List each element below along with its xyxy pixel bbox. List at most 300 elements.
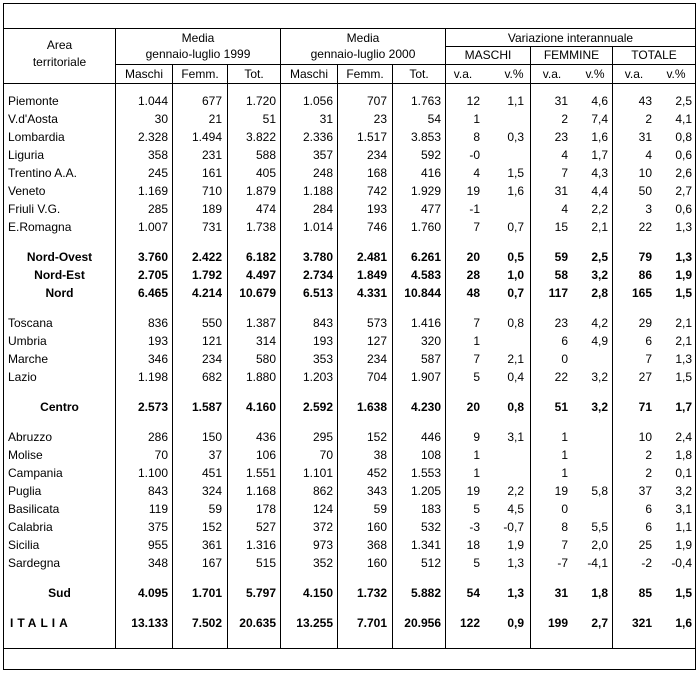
cell-totale-va: 43 bbox=[638, 94, 652, 108]
cell-totale-va: 6 bbox=[645, 520, 652, 534]
cell-f99: 710 bbox=[201, 184, 222, 198]
cell-f00: 160 bbox=[366, 520, 387, 534]
cell-f99: 161 bbox=[201, 166, 222, 180]
cell-femmine-pct: 2,1 bbox=[591, 220, 608, 234]
cell-f00: 234 bbox=[366, 352, 387, 366]
cell-totale-va: 31 bbox=[638, 130, 652, 144]
cell-f00: 7.701 bbox=[356, 616, 387, 630]
cell-femmine-pct: 4,2 bbox=[591, 316, 608, 330]
cell-f99: 7.502 bbox=[191, 616, 222, 630]
cell-maschi-va: 5 bbox=[473, 502, 480, 516]
totale-group-header: TOTALE bbox=[631, 48, 677, 62]
column-rule-0 bbox=[115, 28, 116, 648]
cell-t99: 1.720 bbox=[245, 94, 276, 108]
cell-femmine-va: 1 bbox=[561, 430, 568, 444]
cell-totale-va: 2 bbox=[645, 448, 652, 462]
header-top-rule bbox=[4, 28, 695, 29]
cell-t00: 6.261 bbox=[410, 250, 441, 264]
cell-maschi-pct: -0,7 bbox=[503, 520, 524, 534]
cell-f99: 1.587 bbox=[191, 400, 222, 414]
row-label: Nord bbox=[45, 286, 74, 300]
cell-maschi-va: 7 bbox=[473, 220, 480, 234]
cell-m00: 372 bbox=[312, 520, 333, 534]
cell-totale-va: 6 bbox=[645, 334, 652, 348]
cell-f99: 150 bbox=[201, 430, 222, 444]
cell-m00: 1.101 bbox=[302, 466, 333, 480]
cell-maschi-pct: 1,9 bbox=[507, 538, 524, 552]
cell-t00: 1.205 bbox=[410, 484, 441, 498]
cell-totale-va: 3 bbox=[645, 202, 652, 216]
cell-t99: 1.880 bbox=[245, 370, 276, 384]
cell-t99: 588 bbox=[255, 148, 276, 162]
cell-f99: 189 bbox=[201, 202, 222, 216]
cell-totale-va: 86 bbox=[638, 268, 652, 282]
cell-maschi-va: 1 bbox=[473, 466, 480, 480]
cell-m99: 4.095 bbox=[137, 586, 168, 600]
cell-totale-pct: 1,5 bbox=[675, 586, 692, 600]
cell-totale-va: 71 bbox=[638, 400, 652, 414]
cell-t99: 10.679 bbox=[239, 286, 276, 300]
col-header-femm: Femm. bbox=[346, 67, 384, 81]
cell-f00: 1.849 bbox=[356, 268, 387, 282]
cell-t99: 5.797 bbox=[245, 586, 276, 600]
cell-totale-pct: 2,1 bbox=[675, 316, 692, 330]
cell-f00: 2.481 bbox=[356, 250, 387, 264]
row-label: Sud bbox=[48, 586, 71, 600]
cell-femmine-va: 117 bbox=[548, 286, 568, 300]
cell-maschi-va: -1 bbox=[469, 202, 480, 216]
col-header-maschi: Maschi bbox=[289, 67, 328, 81]
cell-maschi-pct: 1,3 bbox=[507, 556, 524, 570]
cell-f99: 2.422 bbox=[191, 250, 222, 264]
cell-m00: 295 bbox=[312, 430, 333, 444]
cell-femmine-pct: 1,8 bbox=[591, 586, 608, 600]
cell-f00: 707 bbox=[366, 94, 387, 108]
cell-femmine-va: 23 bbox=[554, 316, 568, 330]
cell-f99: 4.214 bbox=[191, 286, 222, 300]
row-label: Basilicata bbox=[8, 502, 60, 516]
cell-t99: 1.879 bbox=[245, 184, 276, 198]
cell-totale-pct: 1,9 bbox=[675, 268, 692, 282]
cell-totale-pct: 1,3 bbox=[675, 220, 692, 234]
cell-maschi-va: 1 bbox=[473, 334, 480, 348]
cell-f00: 573 bbox=[366, 316, 387, 330]
cell-m00: 843 bbox=[312, 316, 333, 330]
cell-femmine-va: 31 bbox=[554, 184, 568, 198]
cell-maschi-va: -0 bbox=[469, 148, 480, 162]
cell-maschi-pct: 1,1 bbox=[507, 94, 524, 108]
cell-f99: 1.494 bbox=[191, 130, 222, 144]
cell-maschi-pct: 0,8 bbox=[507, 400, 524, 414]
cell-t99: 3.822 bbox=[245, 130, 276, 144]
col-header-v-abs: v.a. bbox=[453, 67, 473, 81]
row-label: Centro bbox=[40, 400, 79, 414]
cell-femmine-va: -7 bbox=[557, 556, 568, 570]
cell-maschi-va: 5 bbox=[473, 556, 480, 570]
cell-m99: 6.465 bbox=[137, 286, 168, 300]
row-label: ITALIA bbox=[10, 616, 72, 630]
cell-totale-pct: 2,1 bbox=[675, 334, 692, 348]
cell-femmine-va: 0 bbox=[561, 502, 568, 516]
cell-m99: 119 bbox=[148, 502, 168, 516]
cell-totale-pct: 1,8 bbox=[675, 448, 692, 462]
maschi-group-header: MASCHI bbox=[464, 48, 512, 62]
cell-t99: 178 bbox=[255, 502, 276, 516]
cell-f99: 167 bbox=[201, 556, 222, 570]
cell-totale-va: 4 bbox=[645, 148, 652, 162]
cell-maschi-va: 1 bbox=[473, 112, 480, 126]
cell-f00: 4.331 bbox=[356, 286, 387, 300]
cell-femmine-va: 1 bbox=[561, 448, 568, 462]
cell-m99: 70 bbox=[154, 448, 168, 462]
cell-totale-pct: 1,3 bbox=[675, 250, 692, 264]
variation-header: Variazione interannuale bbox=[507, 31, 634, 45]
row-label: Lombardia bbox=[8, 130, 65, 144]
cell-m99: 286 bbox=[147, 430, 168, 444]
row-label: Trentino A.A. bbox=[8, 166, 77, 180]
cell-maschi-va: 18 bbox=[466, 538, 480, 552]
cell-f99: 37 bbox=[208, 448, 222, 462]
cell-f99: 1.701 bbox=[191, 586, 222, 600]
row-label: E.Romagna bbox=[8, 220, 72, 234]
cell-t99: 474 bbox=[255, 202, 276, 216]
row-label: Umbria bbox=[8, 334, 47, 348]
cell-femmine-va: 4 bbox=[561, 202, 568, 216]
cell-totale-va: 10 bbox=[638, 430, 652, 444]
cell-maschi-va: -3 bbox=[469, 520, 480, 534]
row-label: Veneto bbox=[8, 184, 46, 198]
cell-totale-pct: 0,6 bbox=[675, 148, 692, 162]
cell-femmine-va: 4 bbox=[561, 148, 568, 162]
cell-m00: 353 bbox=[312, 352, 333, 366]
cell-f99: 550 bbox=[201, 316, 222, 330]
cell-f99: 682 bbox=[201, 370, 222, 384]
cell-totale-pct: 1,5 bbox=[675, 286, 692, 300]
cell-m00: 284 bbox=[312, 202, 333, 216]
cell-t00: 10.844 bbox=[404, 286, 441, 300]
cell-maschi-va: 122 bbox=[459, 616, 480, 630]
cell-m99: 348 bbox=[147, 556, 168, 570]
cell-femmine-va: 23 bbox=[554, 130, 568, 144]
cell-totale-va: 2 bbox=[645, 112, 652, 126]
period2-header-line1: Media bbox=[346, 31, 380, 45]
col-header-v-abs: v.a. bbox=[542, 67, 562, 81]
cell-m99: 836 bbox=[147, 316, 168, 330]
cell-m99: 2.573 bbox=[137, 400, 168, 414]
cell-femmine-pct: 7,4 bbox=[591, 112, 608, 126]
cell-t00: 416 bbox=[420, 166, 441, 180]
cell-totale-pct: 2,6 bbox=[675, 166, 692, 180]
cell-femmine-va: 2 bbox=[561, 112, 568, 126]
cell-m00: 357 bbox=[312, 148, 333, 162]
row-label: Puglia bbox=[8, 484, 42, 498]
cell-totale-pct: 1,1 bbox=[675, 520, 692, 534]
cell-femmine-va: 0 bbox=[561, 352, 568, 366]
cell-t99: 1.316 bbox=[245, 538, 276, 552]
cell-t00: 512 bbox=[420, 556, 441, 570]
cell-t00: 446 bbox=[420, 430, 441, 444]
area-header-line1: Area bbox=[46, 38, 73, 52]
cell-maschi-pct: 0,9 bbox=[507, 616, 524, 630]
cell-femmine-pct: 3,2 bbox=[591, 268, 608, 282]
cell-femmine-va: 22 bbox=[554, 370, 568, 384]
cell-maschi-pct: 2,2 bbox=[507, 484, 524, 498]
cell-f00: 234 bbox=[366, 148, 387, 162]
cell-f99: 1.792 bbox=[191, 268, 222, 282]
cell-f00: 152 bbox=[366, 430, 387, 444]
cell-totale-pct: 4,1 bbox=[675, 112, 692, 126]
cell-femmine-va: 15 bbox=[554, 220, 568, 234]
cell-f99: 677 bbox=[201, 94, 222, 108]
cell-m99: 346 bbox=[147, 352, 168, 366]
subheader-rule bbox=[115, 64, 695, 65]
cell-maschi-pct: 0,4 bbox=[507, 370, 524, 384]
cell-maschi-pct: 3,1 bbox=[507, 430, 524, 444]
cell-m00: 1.188 bbox=[302, 184, 333, 198]
cell-t00: 5.882 bbox=[410, 586, 441, 600]
cell-totale-pct: 2,4 bbox=[675, 430, 692, 444]
cell-femmine-va: 19 bbox=[554, 484, 568, 498]
cell-totale-va: 85 bbox=[638, 586, 652, 600]
cell-totale-pct: 1,7 bbox=[675, 400, 692, 414]
cell-femmine-pct: 5,5 bbox=[591, 520, 608, 534]
cell-femmine-pct: 5,8 bbox=[591, 484, 608, 498]
cell-maschi-va: 54 bbox=[466, 586, 480, 600]
cell-m99: 2.328 bbox=[137, 130, 168, 144]
cell-m99: 245 bbox=[147, 166, 168, 180]
cell-femmine-pct: 1,7 bbox=[591, 148, 608, 162]
cell-m99: 375 bbox=[147, 520, 168, 534]
cell-totale-pct: 0,1 bbox=[675, 466, 692, 480]
cell-totale-pct: 1,6 bbox=[675, 616, 692, 630]
cell-m00: 1.056 bbox=[302, 94, 333, 108]
cell-f00: 160 bbox=[366, 556, 387, 570]
cell-m99: 358 bbox=[147, 148, 168, 162]
cell-f00: 746 bbox=[366, 220, 387, 234]
cell-totale-va: 79 bbox=[638, 250, 652, 264]
cell-femmine-va: 1 bbox=[561, 466, 568, 480]
row-label: Piemonte bbox=[8, 94, 59, 108]
cell-t00: 54 bbox=[427, 112, 441, 126]
cell-femmine-pct: -4,1 bbox=[587, 556, 608, 570]
cell-totale-va: 25 bbox=[638, 538, 652, 552]
cell-t99: 1.551 bbox=[245, 466, 276, 480]
cell-f00: 742 bbox=[366, 184, 387, 198]
cell-maschi-pct: 0,7 bbox=[507, 286, 524, 300]
cell-femmine-pct: 2,0 bbox=[591, 538, 608, 552]
cell-f99: 59 bbox=[208, 502, 222, 516]
cell-totale-pct: 0,6 bbox=[675, 202, 692, 216]
header-bottom-rule bbox=[4, 83, 695, 84]
cell-t99: 527 bbox=[255, 520, 276, 534]
cell-maschi-pct: 1,6 bbox=[507, 184, 524, 198]
col-header-v-pct: v.% bbox=[666, 67, 686, 81]
cell-totale-pct: 2,5 bbox=[675, 94, 692, 108]
cell-maschi-pct: 0,5 bbox=[507, 250, 524, 264]
cell-t00: 1.763 bbox=[410, 94, 441, 108]
cell-femmine-va: 199 bbox=[547, 616, 568, 630]
cell-femmine-va: 8 bbox=[561, 520, 568, 534]
cell-maschi-va: 9 bbox=[473, 430, 480, 444]
cell-m00: 862 bbox=[312, 484, 333, 498]
cell-m00: 1.014 bbox=[302, 220, 333, 234]
cell-femmine-va: 51 bbox=[554, 400, 568, 414]
cell-maschi-va: 19 bbox=[466, 184, 480, 198]
area-header-line2: territoriale bbox=[32, 55, 87, 69]
cell-t99: 51 bbox=[262, 112, 276, 126]
cell-totale-pct: 1,5 bbox=[675, 370, 692, 384]
row-label: V.d'Aosta bbox=[8, 112, 58, 126]
cell-maschi-pct: 1,3 bbox=[507, 586, 524, 600]
cell-femmine-pct: 2,7 bbox=[591, 616, 608, 630]
femmine-group-header: FEMMINE bbox=[543, 48, 600, 62]
cell-maschi-va: 8 bbox=[473, 130, 480, 144]
cell-femmine-va: 58 bbox=[554, 268, 568, 282]
cell-femmine-pct: 4,4 bbox=[591, 184, 608, 198]
cell-femmine-va: 59 bbox=[554, 250, 568, 264]
cell-femmine-va: 31 bbox=[554, 94, 568, 108]
cell-t00: 477 bbox=[420, 202, 441, 216]
cell-m99: 955 bbox=[147, 538, 168, 552]
cell-totale-va: -2 bbox=[641, 556, 652, 570]
cell-f99: 21 bbox=[208, 112, 222, 126]
cell-femmine-pct: 4,9 bbox=[591, 334, 608, 348]
cell-maschi-pct: 0,7 bbox=[507, 220, 524, 234]
cell-f00: 1.638 bbox=[356, 400, 387, 414]
cell-f00: 1.732 bbox=[356, 586, 387, 600]
cell-maschi-va: 7 bbox=[473, 352, 480, 366]
row-label: Lazio bbox=[8, 370, 37, 384]
cell-m00: 31 bbox=[319, 112, 333, 126]
cell-f00: 23 bbox=[373, 112, 387, 126]
col-header-tot: Tot. bbox=[244, 67, 264, 81]
cell-m99: 1.198 bbox=[137, 370, 168, 384]
cell-totale-va: 22 bbox=[638, 220, 652, 234]
cell-f00: 343 bbox=[366, 484, 387, 498]
cell-f99: 121 bbox=[201, 334, 222, 348]
row-label: Calabria bbox=[8, 520, 53, 534]
cell-t99: 436 bbox=[255, 430, 276, 444]
cell-maschi-pct: 0,8 bbox=[507, 316, 524, 330]
col-header-v-pct: v.% bbox=[504, 67, 524, 81]
table-bottom-rule bbox=[4, 648, 695, 649]
row-label: Abruzzo bbox=[8, 430, 53, 444]
cell-t00: 1.907 bbox=[410, 370, 441, 384]
col-header-v-abs: v.a. bbox=[624, 67, 644, 81]
cell-totale-pct: 0,8 bbox=[675, 130, 692, 144]
cell-totale-va: 10 bbox=[638, 166, 652, 180]
cell-totale-va: 27 bbox=[638, 370, 652, 384]
cell-f00: 127 bbox=[366, 334, 387, 348]
cell-maschi-pct: 1,0 bbox=[507, 268, 524, 282]
period2-header-line2: gennaio-luglio 2000 bbox=[310, 47, 416, 61]
cell-t99: 580 bbox=[255, 352, 276, 366]
cell-femmine-pct: 3,2 bbox=[591, 370, 608, 384]
cell-m00: 3.780 bbox=[302, 250, 333, 264]
cell-femmine-pct: 2,2 bbox=[591, 202, 608, 216]
period1-header-line2: gennaio-luglio 1999 bbox=[145, 47, 251, 61]
cell-f00: 368 bbox=[366, 538, 387, 552]
cell-t99: 314 bbox=[255, 334, 276, 348]
period1-header-line1: Media bbox=[181, 31, 215, 45]
cell-totale-va: 165 bbox=[631, 286, 652, 300]
cell-m00: 4.150 bbox=[302, 586, 333, 600]
cell-maschi-va: 5 bbox=[473, 370, 480, 384]
cell-t00: 1.341 bbox=[410, 538, 441, 552]
cell-t00: 1.760 bbox=[410, 220, 441, 234]
cell-t99: 515 bbox=[255, 556, 276, 570]
cell-t00: 108 bbox=[420, 448, 441, 462]
cell-t00: 592 bbox=[420, 148, 441, 162]
cell-f99: 231 bbox=[201, 148, 222, 162]
cell-m00: 70 bbox=[319, 448, 333, 462]
cell-maschi-va: 7 bbox=[473, 316, 480, 330]
cell-totale-pct: -0,4 bbox=[671, 556, 692, 570]
col-header-v-pct: v.% bbox=[585, 67, 605, 81]
cell-maschi-va: 19 bbox=[466, 484, 480, 498]
cell-f00: 59 bbox=[373, 502, 387, 516]
cell-t00: 320 bbox=[420, 334, 441, 348]
cell-m99: 193 bbox=[147, 334, 168, 348]
cell-m00: 248 bbox=[312, 166, 333, 180]
cell-f00: 193 bbox=[366, 202, 387, 216]
cell-m00: 13.255 bbox=[296, 616, 333, 630]
cell-m00: 352 bbox=[312, 556, 333, 570]
cell-femmine-va: 6 bbox=[561, 334, 568, 348]
cell-t00: 587 bbox=[420, 352, 441, 366]
column-rule-1 bbox=[280, 28, 281, 648]
cell-t00: 4.583 bbox=[410, 268, 441, 282]
cell-femmine-pct: 2,8 bbox=[591, 286, 608, 300]
cell-f00: 168 bbox=[366, 166, 387, 180]
cell-f99: 324 bbox=[201, 484, 222, 498]
cell-totale-pct: 1,3 bbox=[675, 352, 692, 366]
row-label: Molise bbox=[8, 448, 43, 462]
cell-m99: 1.007 bbox=[137, 220, 168, 234]
cell-m00: 6.513 bbox=[302, 286, 333, 300]
cell-totale-pct: 2,7 bbox=[675, 184, 692, 198]
cell-t99: 1.738 bbox=[245, 220, 276, 234]
cell-m99: 1.100 bbox=[137, 466, 168, 480]
cell-maschi-pct: 0,3 bbox=[507, 130, 524, 144]
cell-f99: 152 bbox=[201, 520, 222, 534]
cell-femmine-pct: 4,6 bbox=[591, 94, 608, 108]
cell-maschi-pct: 1,5 bbox=[507, 166, 524, 180]
cell-femmine-va: 31 bbox=[554, 586, 568, 600]
row-label: Nord-Est bbox=[34, 268, 85, 282]
cell-t99: 1.168 bbox=[245, 484, 276, 498]
row-label: Sardegna bbox=[8, 556, 61, 570]
cell-femmine-pct: 4,3 bbox=[591, 166, 608, 180]
cell-t00: 1.416 bbox=[410, 316, 441, 330]
cell-f00: 704 bbox=[366, 370, 387, 384]
cell-totale-va: 6 bbox=[645, 502, 652, 516]
cell-femmine-va: 7 bbox=[561, 538, 568, 552]
cell-t99: 20.635 bbox=[239, 616, 276, 630]
cell-t99: 4.160 bbox=[245, 400, 276, 414]
cell-f00: 38 bbox=[373, 448, 387, 462]
cell-t00: 4.230 bbox=[410, 400, 441, 414]
cell-maschi-va: 4 bbox=[473, 166, 480, 180]
col-header-tot: Tot. bbox=[409, 67, 429, 81]
cell-totale-pct: 3,2 bbox=[675, 484, 692, 498]
cell-t99: 6.182 bbox=[245, 250, 276, 264]
row-label: Toscana bbox=[8, 316, 53, 330]
row-label: Sicilia bbox=[8, 538, 40, 552]
cell-m00: 2.592 bbox=[302, 400, 333, 414]
cell-t00: 1.929 bbox=[410, 184, 441, 198]
cell-m00: 193 bbox=[312, 334, 333, 348]
